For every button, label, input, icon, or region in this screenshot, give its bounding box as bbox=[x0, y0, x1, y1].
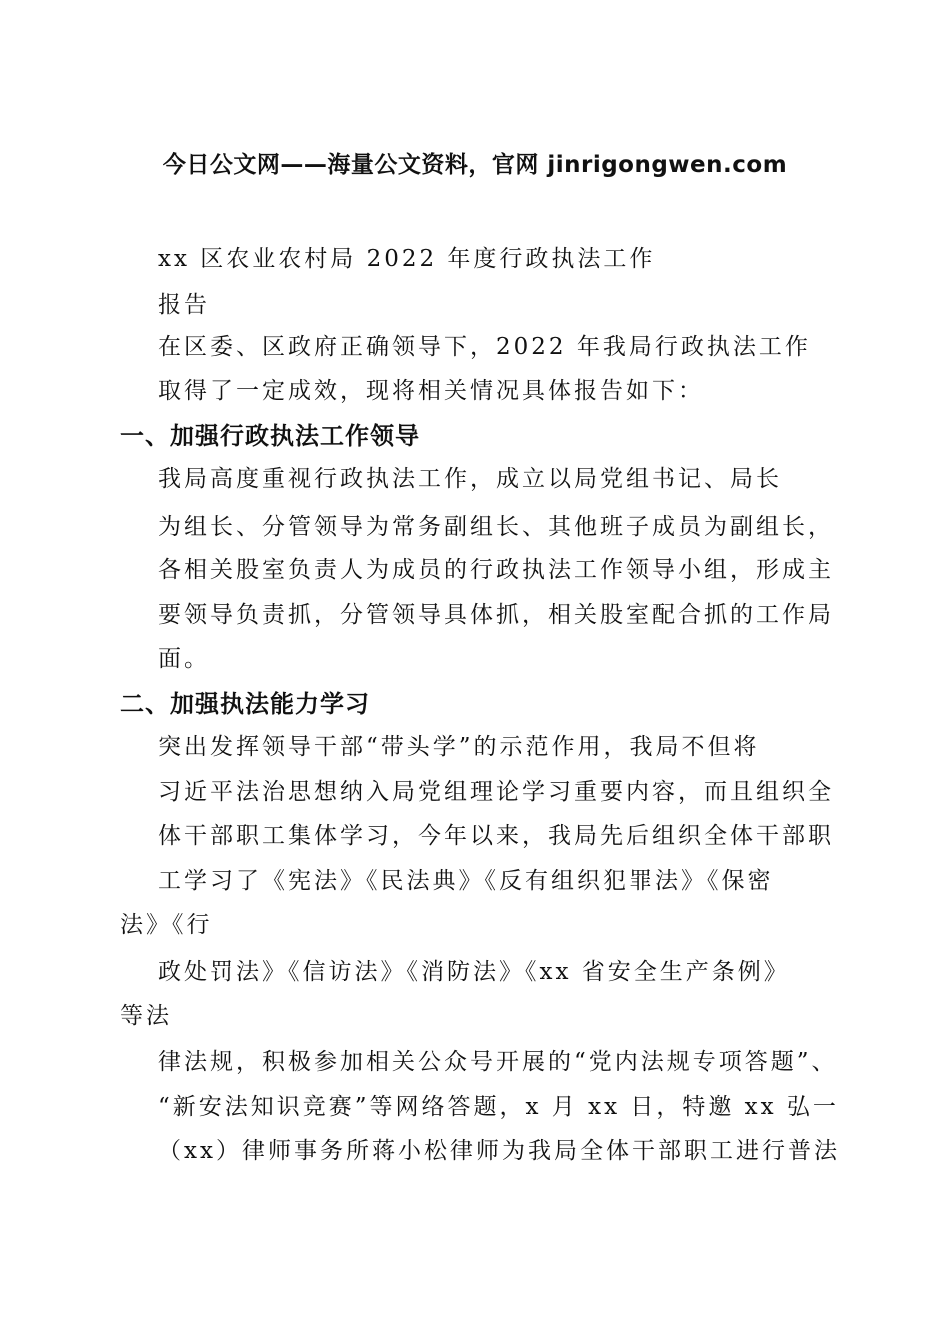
site-header: 今日公文网——海量公文资料，官网 jinrigongwen.com bbox=[162, 152, 788, 178]
document-title-line-1: xx 区农业农村局 2022 年度行政执法工作 bbox=[158, 246, 656, 272]
paragraph-line: “新安法知识竞赛”等网络答题，x 月 xx 日，特邀 xx 弘一 bbox=[158, 1094, 839, 1120]
paragraph-line: 律法规，积极参加相关公众号开展的“党内法规专项答题”、 bbox=[158, 1049, 838, 1075]
paragraph-line: 习近平法治思想纳入局党组理论学习重要内容，而且组织全 bbox=[158, 779, 834, 805]
paragraph-line: 突出发挥领导干部“带头学”的示范作用，我局不但将 bbox=[158, 734, 760, 760]
paragraph-line: 要领导负责抓，分管领导具体抓，相关股室配合抓的工作局 bbox=[158, 602, 834, 628]
intro-line: 取得了一定成效，现将相关情况具体报告如下： bbox=[158, 378, 704, 404]
paragraph-line: 各相关股室负责人为成员的行政执法工作领导小组，形成主 bbox=[158, 557, 834, 583]
intro-line: 在区委、区政府正确领导下，2022 年我局行政执法工作 bbox=[158, 334, 811, 360]
paragraph-line: 我局高度重视行政执法工作，成立以局党组书记、局长 bbox=[158, 466, 782, 492]
paragraph-line: 面。 bbox=[158, 646, 210, 672]
document-title-line-2: 报告 bbox=[158, 292, 210, 318]
paragraph-line: 为组长、分管领导为常务副组长、其他班子成员为副组长， bbox=[158, 514, 834, 540]
section-1-heading: 一、加强行政执法工作领导 bbox=[120, 422, 420, 450]
paragraph-line: 工学习了《宪法》《民法典》《反有组织犯罪法》《保密 bbox=[158, 868, 774, 894]
paragraph-line: 体干部职工集体学习，今年以来，我局先后组织全体干部职 bbox=[158, 823, 834, 849]
paragraph-line: 等法 bbox=[120, 1003, 172, 1029]
paragraph-line: （xx）律师事务所蒋小松律师为我局全体干部职工进行普法 bbox=[158, 1138, 840, 1164]
section-2-heading: 二、加强执法能力学习 bbox=[120, 690, 370, 718]
paragraph-line: 政处罚法》《信访法》《消防法》《xx 省安全生产条例》 bbox=[158, 959, 790, 985]
paragraph-line: 法》《行 bbox=[120, 912, 213, 938]
